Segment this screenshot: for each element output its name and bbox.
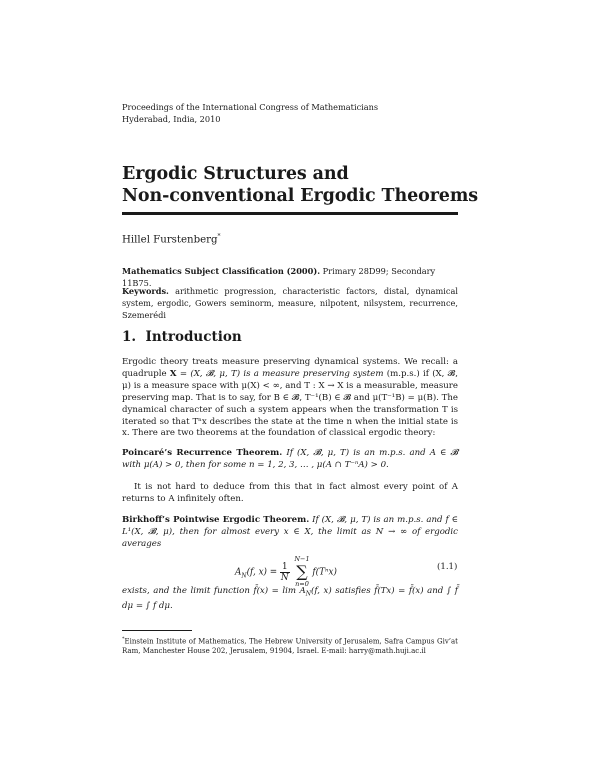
eq-frac-num: 1 xyxy=(281,561,288,572)
birkhoff-text: If (X, 𝓑, μ, T) is an m.p.s. and f ∈ L¹(X, 𝓑, μ), then for almost every x ∈ X, the limit as N → ∞ of ergodic averages xyxy=(122,515,458,549)
p1-text-e: (m.p.s.) if (X, 𝓑, μ) is a measure space with μ(X) < ∞, and T : X → X is a measurable, measure preserving map. That is to say, for B ∈ 𝓑, T⁻¹(B) ∈ 𝓑 and μ(T⁻¹B) = μ(B). The dynamical character of such a system appears when the transformation T is iterated so that Tⁿx describes the state at the time n when the initial state is x. There are two theorems at the foundation of classical ergodic theory: xyxy=(122,368,458,439)
equation-1-1 xyxy=(235,555,337,589)
eq-lhs: A xyxy=(235,567,242,578)
footnote-rule xyxy=(122,630,192,631)
title-line-2: Non-conventional Ergodic Theorems xyxy=(122,186,479,206)
p5-text-1: exists, and the limit function f̄(x) = lim A xyxy=(122,586,306,596)
eq-summand: f(Tⁿx) xyxy=(312,567,337,578)
birkhoff-theorem xyxy=(122,515,458,551)
keywords-label: Keywords. xyxy=(122,286,169,296)
poincare-text: If (X, 𝓑, μ, T) is an m.p.s. and A ∈ 𝓑 with μ(A) > 0, then for some n = 1, 2, 3, … , μ(A ∩ T⁻ⁿA) > 0. xyxy=(122,448,459,470)
p3-text: It is not hard to deduce from this that in fact almost every point of A returns to A infinitely often. xyxy=(122,482,458,504)
paragraph-limit xyxy=(122,586,458,613)
keywords-text: arithmetic progression, characteristic factors, distal, dynamical system, ergodic, Gowers seminorm, measure, nilpotent, nilsystem, recurrence, Szemerédi xyxy=(122,286,458,320)
msc-text: Primary 28D99; Secondary 11B75. xyxy=(122,266,436,288)
section-heading xyxy=(122,329,242,345)
equation-number: (1.1) xyxy=(437,562,458,572)
p1-text-c: = (X, 𝓑, μ, T) is a xyxy=(176,368,263,379)
section-number: 1. xyxy=(122,329,137,345)
eq-frac-den: N xyxy=(280,572,289,583)
p1-bold-x: X xyxy=(169,368,177,379)
footnote xyxy=(122,634,458,656)
paragraph-intro xyxy=(122,357,458,440)
eq-sum-symbol: ∑ xyxy=(296,562,308,581)
author-footnote-mark: * xyxy=(217,233,221,240)
author xyxy=(122,233,221,245)
eq-sum xyxy=(294,555,309,589)
poincare-theorem xyxy=(122,448,458,472)
footnote-mark: * xyxy=(122,636,125,642)
birkhoff-label: Birkhoff’s Pointwise Ergodic Theorem. xyxy=(122,515,310,525)
eq-sum-top: N−1 xyxy=(294,555,310,563)
proceedings-header xyxy=(122,101,378,125)
poincare-label: Poincaré’s Recurrence Theorem. xyxy=(122,448,283,458)
p1-text-a: Ergodic theory treats measure preserving dynamical systems. We recall: a quadruple xyxy=(122,357,458,379)
keywords xyxy=(122,285,458,321)
footnote-text: Einstein Institute of Mathematics, The Hebrew University of Jerusalem, Safra Campus Giv’at Ram, Manchester House 202, Jerusalem, 91904, Israel. E-mail: harry@math.huji.ac.il xyxy=(122,637,458,656)
p5-text-2: (f, x) satisfies f̄(Tx) = f̄(x) and ∫ f̄ dμ = ∫ f dμ. xyxy=(122,586,458,611)
eq-lhs-sub: N xyxy=(241,572,247,580)
eq-lhs-args: (f, x) = xyxy=(246,567,278,578)
p5-sub: N xyxy=(305,590,312,598)
p1-emph: measure preserving system xyxy=(262,368,384,379)
title-line-1: Ergodic Structures and xyxy=(122,164,349,184)
section-title: Introduction xyxy=(145,329,242,345)
header-line-2: Hyderabad, India, 2010 xyxy=(122,114,221,124)
header-line-1: Proceedings of the International Congress of Mathematicians xyxy=(122,102,379,112)
eq-sum-bottom: n=0 xyxy=(295,580,309,588)
paper-title xyxy=(122,163,478,207)
author-name: Hillel Furstenberg xyxy=(122,234,218,246)
paragraph-recurrence xyxy=(122,482,458,506)
msc-label: Mathematics Subject Classification (2000). xyxy=(122,266,321,276)
eq-fraction xyxy=(280,562,290,583)
title-rule xyxy=(122,212,458,215)
